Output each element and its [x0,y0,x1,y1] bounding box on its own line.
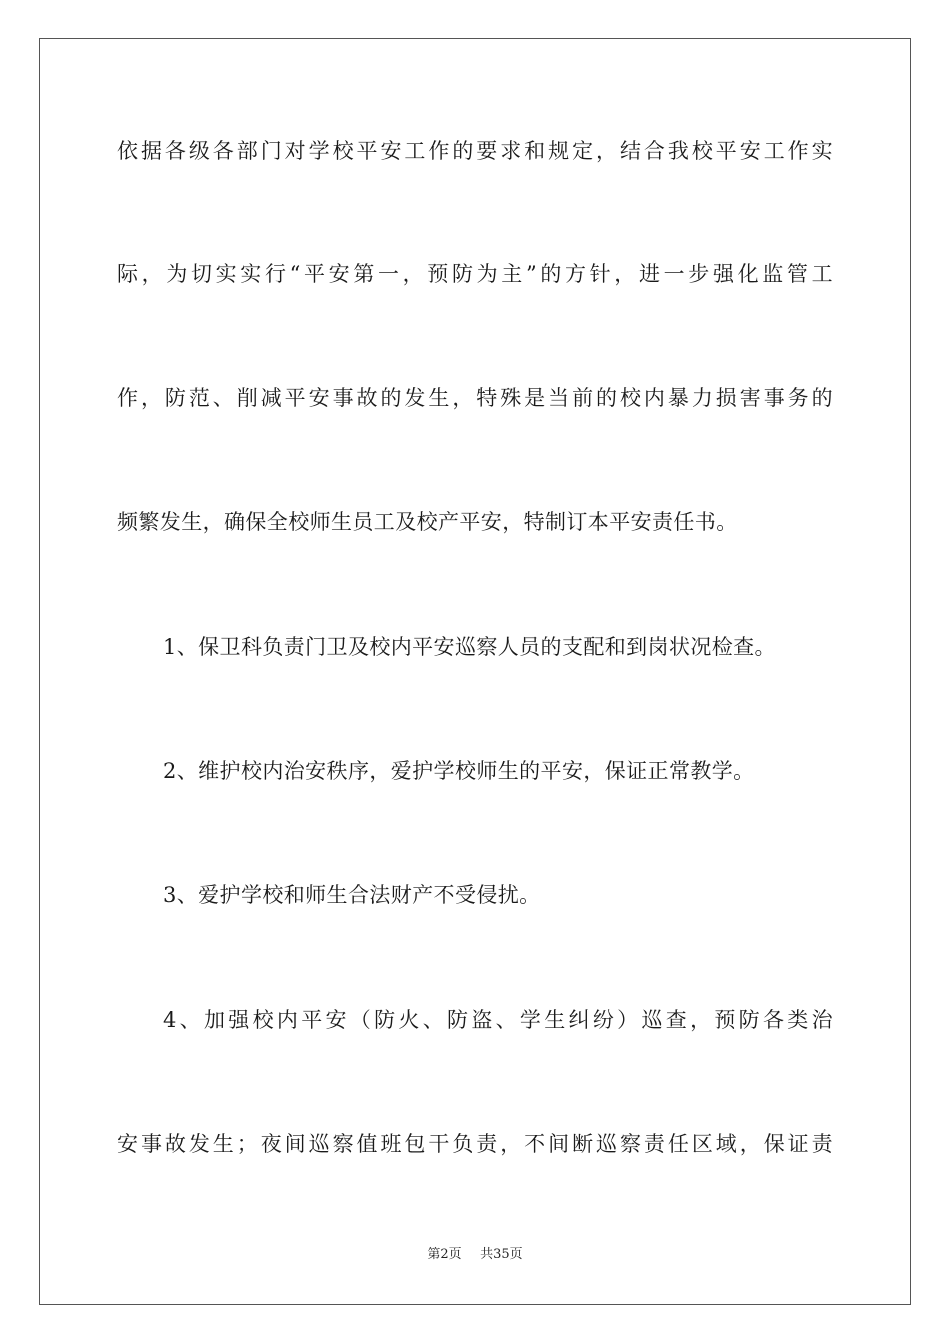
paragraph-line-2: 际，为切实实行“平安第一，预防为主”的方针，进一步强化监管工 [117,262,833,286]
page-number: 第2页 [427,1247,462,1262]
list-item-4-continued: 安事故发生；夜间巡察值班包干负责，不间断巡察责任区域，保证责 [117,1132,833,1156]
paragraph-line-1: 依据各级各部门对学校平安工作的要求和规定，结合我校平安工作实 [117,139,833,163]
list-item-1: 1、保卫科负责门卫及校内平安巡察人员的支配和到岗状况检查。 [163,635,776,659]
list-item-4: 4、加强校内平安（防火、防盗、学生纠纷）巡查，预防各类治 [163,1008,833,1032]
paragraph-line-4: 频繁发生，确保全校师生员工及校产平安，特制订本平安责任书。 [117,510,738,534]
list-item-3: 3、爱护学校和师生合法财产不受侵扰。 [163,883,541,907]
page-total: 共35页 [480,1247,523,1262]
list-item-2: 2、维护校内治安秩序，爱护学校师生的平安，保证正常教学。 [163,759,755,783]
page-frame [39,38,911,1305]
page-footer [0,1246,950,1264]
paragraph-line-3: 作，防范、削减平安事故的发生，特殊是当前的校内暴力损害事务的 [117,386,833,410]
